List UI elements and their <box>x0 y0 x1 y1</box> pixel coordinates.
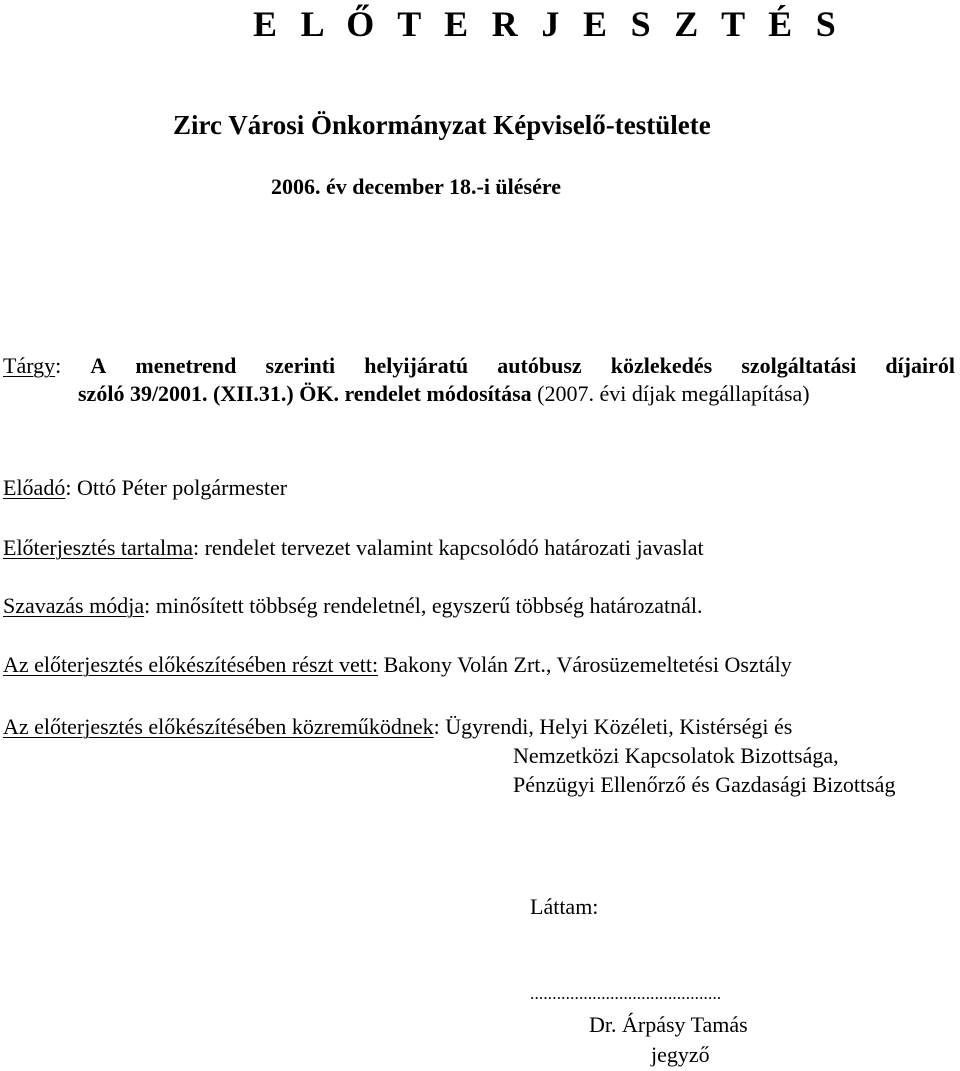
cooperators-label: Az előterjesztés előkészítésében közreműködnek <box>3 714 434 739</box>
signatory-role: jegyző <box>651 1042 710 1067</box>
subject-word: autóbusz <box>497 353 582 378</box>
subject-separator: : <box>55 353 62 378</box>
cooperators-line: Nemzetközi Kapcsolatok Bizottsága, <box>513 743 839 768</box>
cooperators-line: Pénzügyi Ellenőrző és Gazdasági Bizottság <box>513 772 896 797</box>
participants-value: Bakony Volán Zrt., Városüzemeltetési Osztály <box>378 652 792 677</box>
subject-block <box>3 352 955 408</box>
content-separator: : <box>192 535 200 560</box>
subject-regulation: szóló 39/2001. (XII.31.) ÖK. rendelet módosítása <box>78 381 532 406</box>
session-date: 2006. év december 18.-i ülésére <box>271 174 561 199</box>
content-row <box>3 535 704 561</box>
subject-word: szerinti <box>265 353 336 378</box>
cooperators-line: Ügyrendi, Helyi Közéleti, Kistérségi és <box>439 714 793 739</box>
seen-label: Láttam: <box>530 894 599 919</box>
voting-value: minősített többség rendeletnél, egyszerű többség határozatnál. <box>150 593 703 618</box>
subject-label: Tárgy <box>3 353 56 378</box>
voting-row <box>3 593 703 619</box>
document-title: E L Ő T E R J E S Z T É S <box>253 4 844 44</box>
signature-line: ........................................... <box>530 984 722 1003</box>
cooperators-separator: : <box>433 714 440 739</box>
cooperators-row <box>3 714 792 740</box>
presenter-label: Előadó <box>3 475 66 500</box>
subject-word: menetrend <box>135 353 237 378</box>
subject-word: szolgáltatási <box>741 353 857 378</box>
council-name: Zirc Városi Önkormányzat Képviselő-testülete <box>173 110 711 140</box>
subject-note: (2007. évi díjak megállapítása) <box>531 381 810 406</box>
presenter-value: Ottó Péter polgármester <box>71 475 288 500</box>
participants-label: Az előterjesztés előkészítésében részt vett: <box>3 652 379 677</box>
signatory-name: Dr. Árpásy Tamás <box>589 1012 748 1037</box>
subject-word: helyijáratú <box>364 353 469 378</box>
content-label: Előterjesztés tartalma <box>3 535 193 560</box>
subject-word: A <box>90 353 107 378</box>
subject-label-group <box>3 352 61 380</box>
presenter-row <box>3 475 287 501</box>
participants-row <box>3 652 792 678</box>
subject-line-1 <box>3 352 955 380</box>
content-value: rendelet tervezet valamint kapcsolódó határozati javaslat <box>199 535 704 560</box>
subject-line-2 <box>3 380 955 408</box>
presenter-separator: : <box>65 475 72 500</box>
subject-word: közlekedés <box>610 353 713 378</box>
subject-word: díjairól <box>885 353 955 378</box>
voting-label: Szavazás módja <box>3 593 145 618</box>
voting-separator: : <box>144 593 151 618</box>
